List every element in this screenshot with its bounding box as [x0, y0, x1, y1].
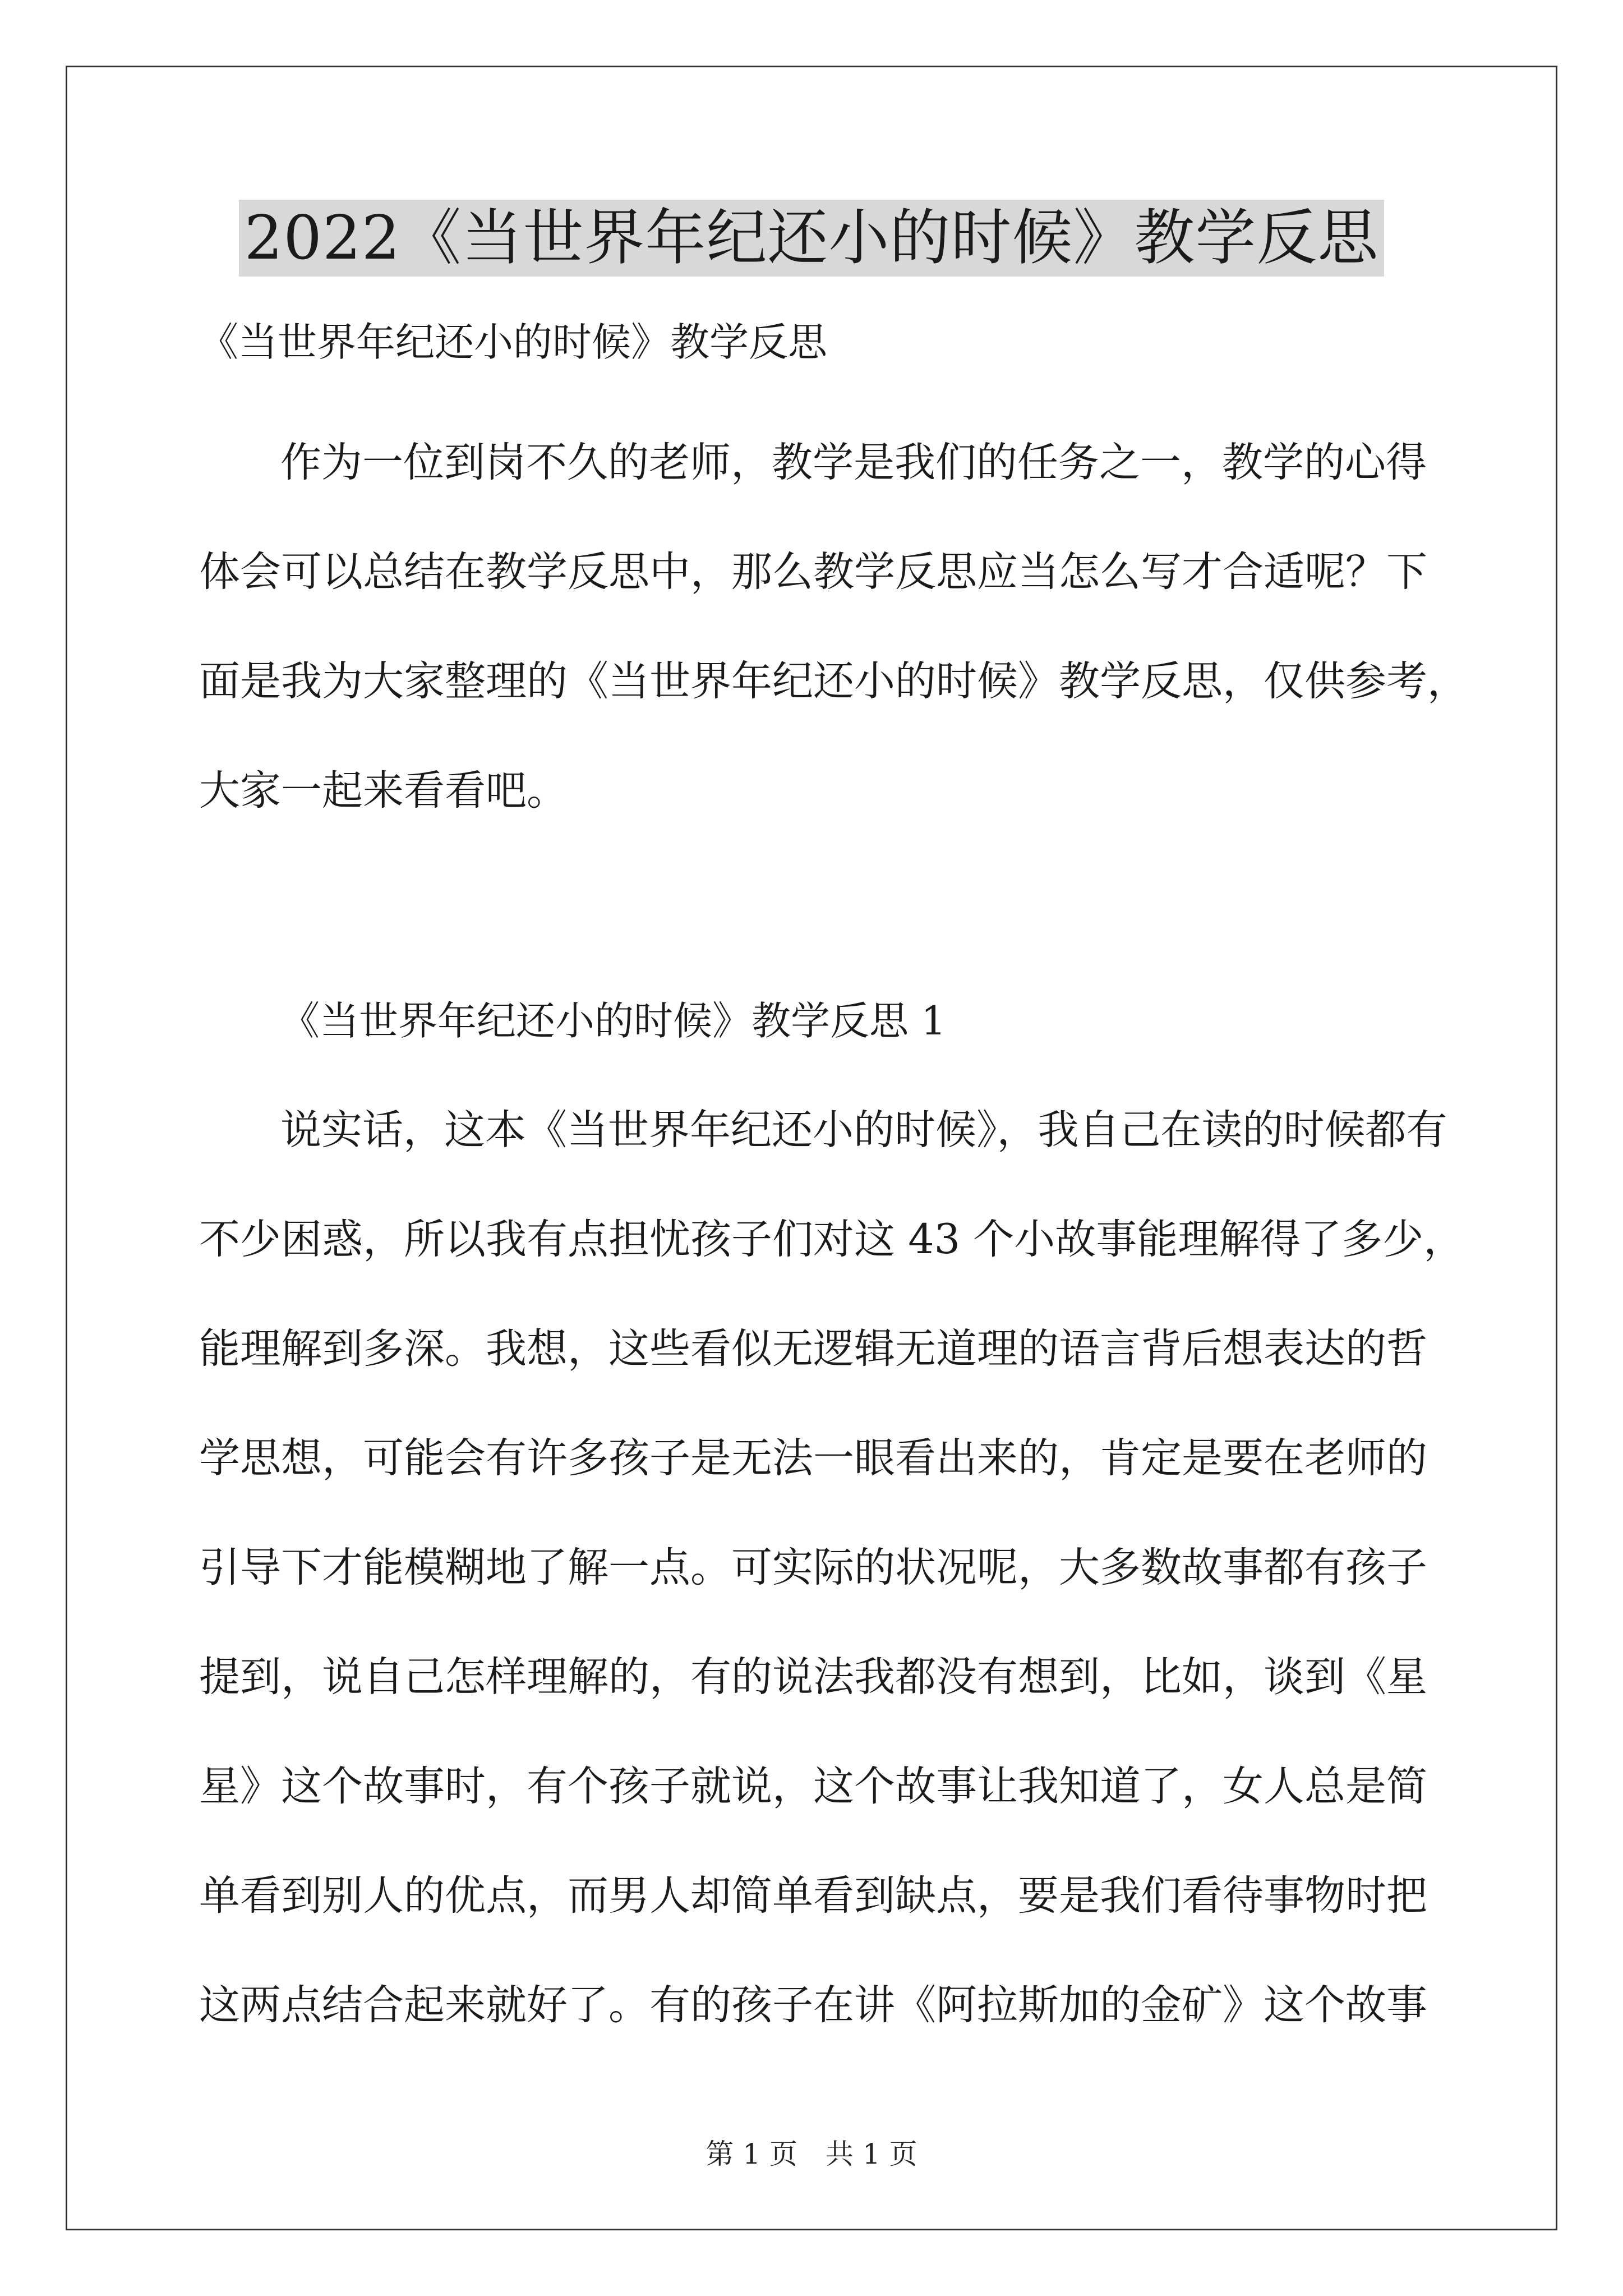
body-line: 能理解到多深。我想，这些看似无逻辑无道理的语言背后想表达的哲 [199, 1325, 1427, 1373]
document-subtitle: 《当世界年纪还小的时候》教学反思 [199, 319, 827, 365]
intro-line: 面是我为大家整理的《当世界年纪还小的时候》教学反思，仅供参考， [199, 657, 1468, 705]
intro-line: 体会可以总结在教学反思中，那么教学反思应当怎么写才合适呢？下 [199, 548, 1427, 596]
body-line: 学思想，可能会有许多孩子是无法一眼看出来的，肯定是要在老师的 [199, 1434, 1427, 1482]
body-line: 这两点结合起来就好了。有的孩子在讲《阿拉斯加的金矿》这个故事 [199, 1981, 1427, 2029]
page-footer: 第 1 页 共 1 页 [706, 2138, 917, 2170]
body-line: 提到，说自己怎样理解的，有的说法我都没有想到，比如，谈到《星 [199, 1653, 1427, 1701]
body-line: 星》这个故事时，有个孩子就说，这个故事让我知道了，女人总是简 [199, 1763, 1427, 1810]
body-line: 单看到别人的优点，而男人却简单看到缺点，要是我们看待事物时把 [199, 1872, 1427, 1920]
document-title-text: 2022《当世界年纪还小的时候》教学反思 [239, 200, 1385, 277]
body-line: 说实话，这本《当世界年纪还小的时候》，我自己在读的时候都有 [280, 1106, 1447, 1154]
body-line: 引导下才能模糊地了解一点。可实际的状况呢，大多数故事都有孩子 [199, 1544, 1427, 1591]
document-title [0, 196, 1623, 280]
body-line: 不少困惑，所以我有点担忧孩子们对这 43 个小故事能理解得了多少， [199, 1216, 1465, 1263]
intro-line: 作为一位到岗不久的老师，教学是我们的任务之一，教学的心得 [280, 439, 1427, 486]
section-heading: 《当世界年纪还小的时候》教学反思 1 [280, 998, 946, 1044]
intro-line: 大家一起来看看吧。 [199, 767, 568, 815]
